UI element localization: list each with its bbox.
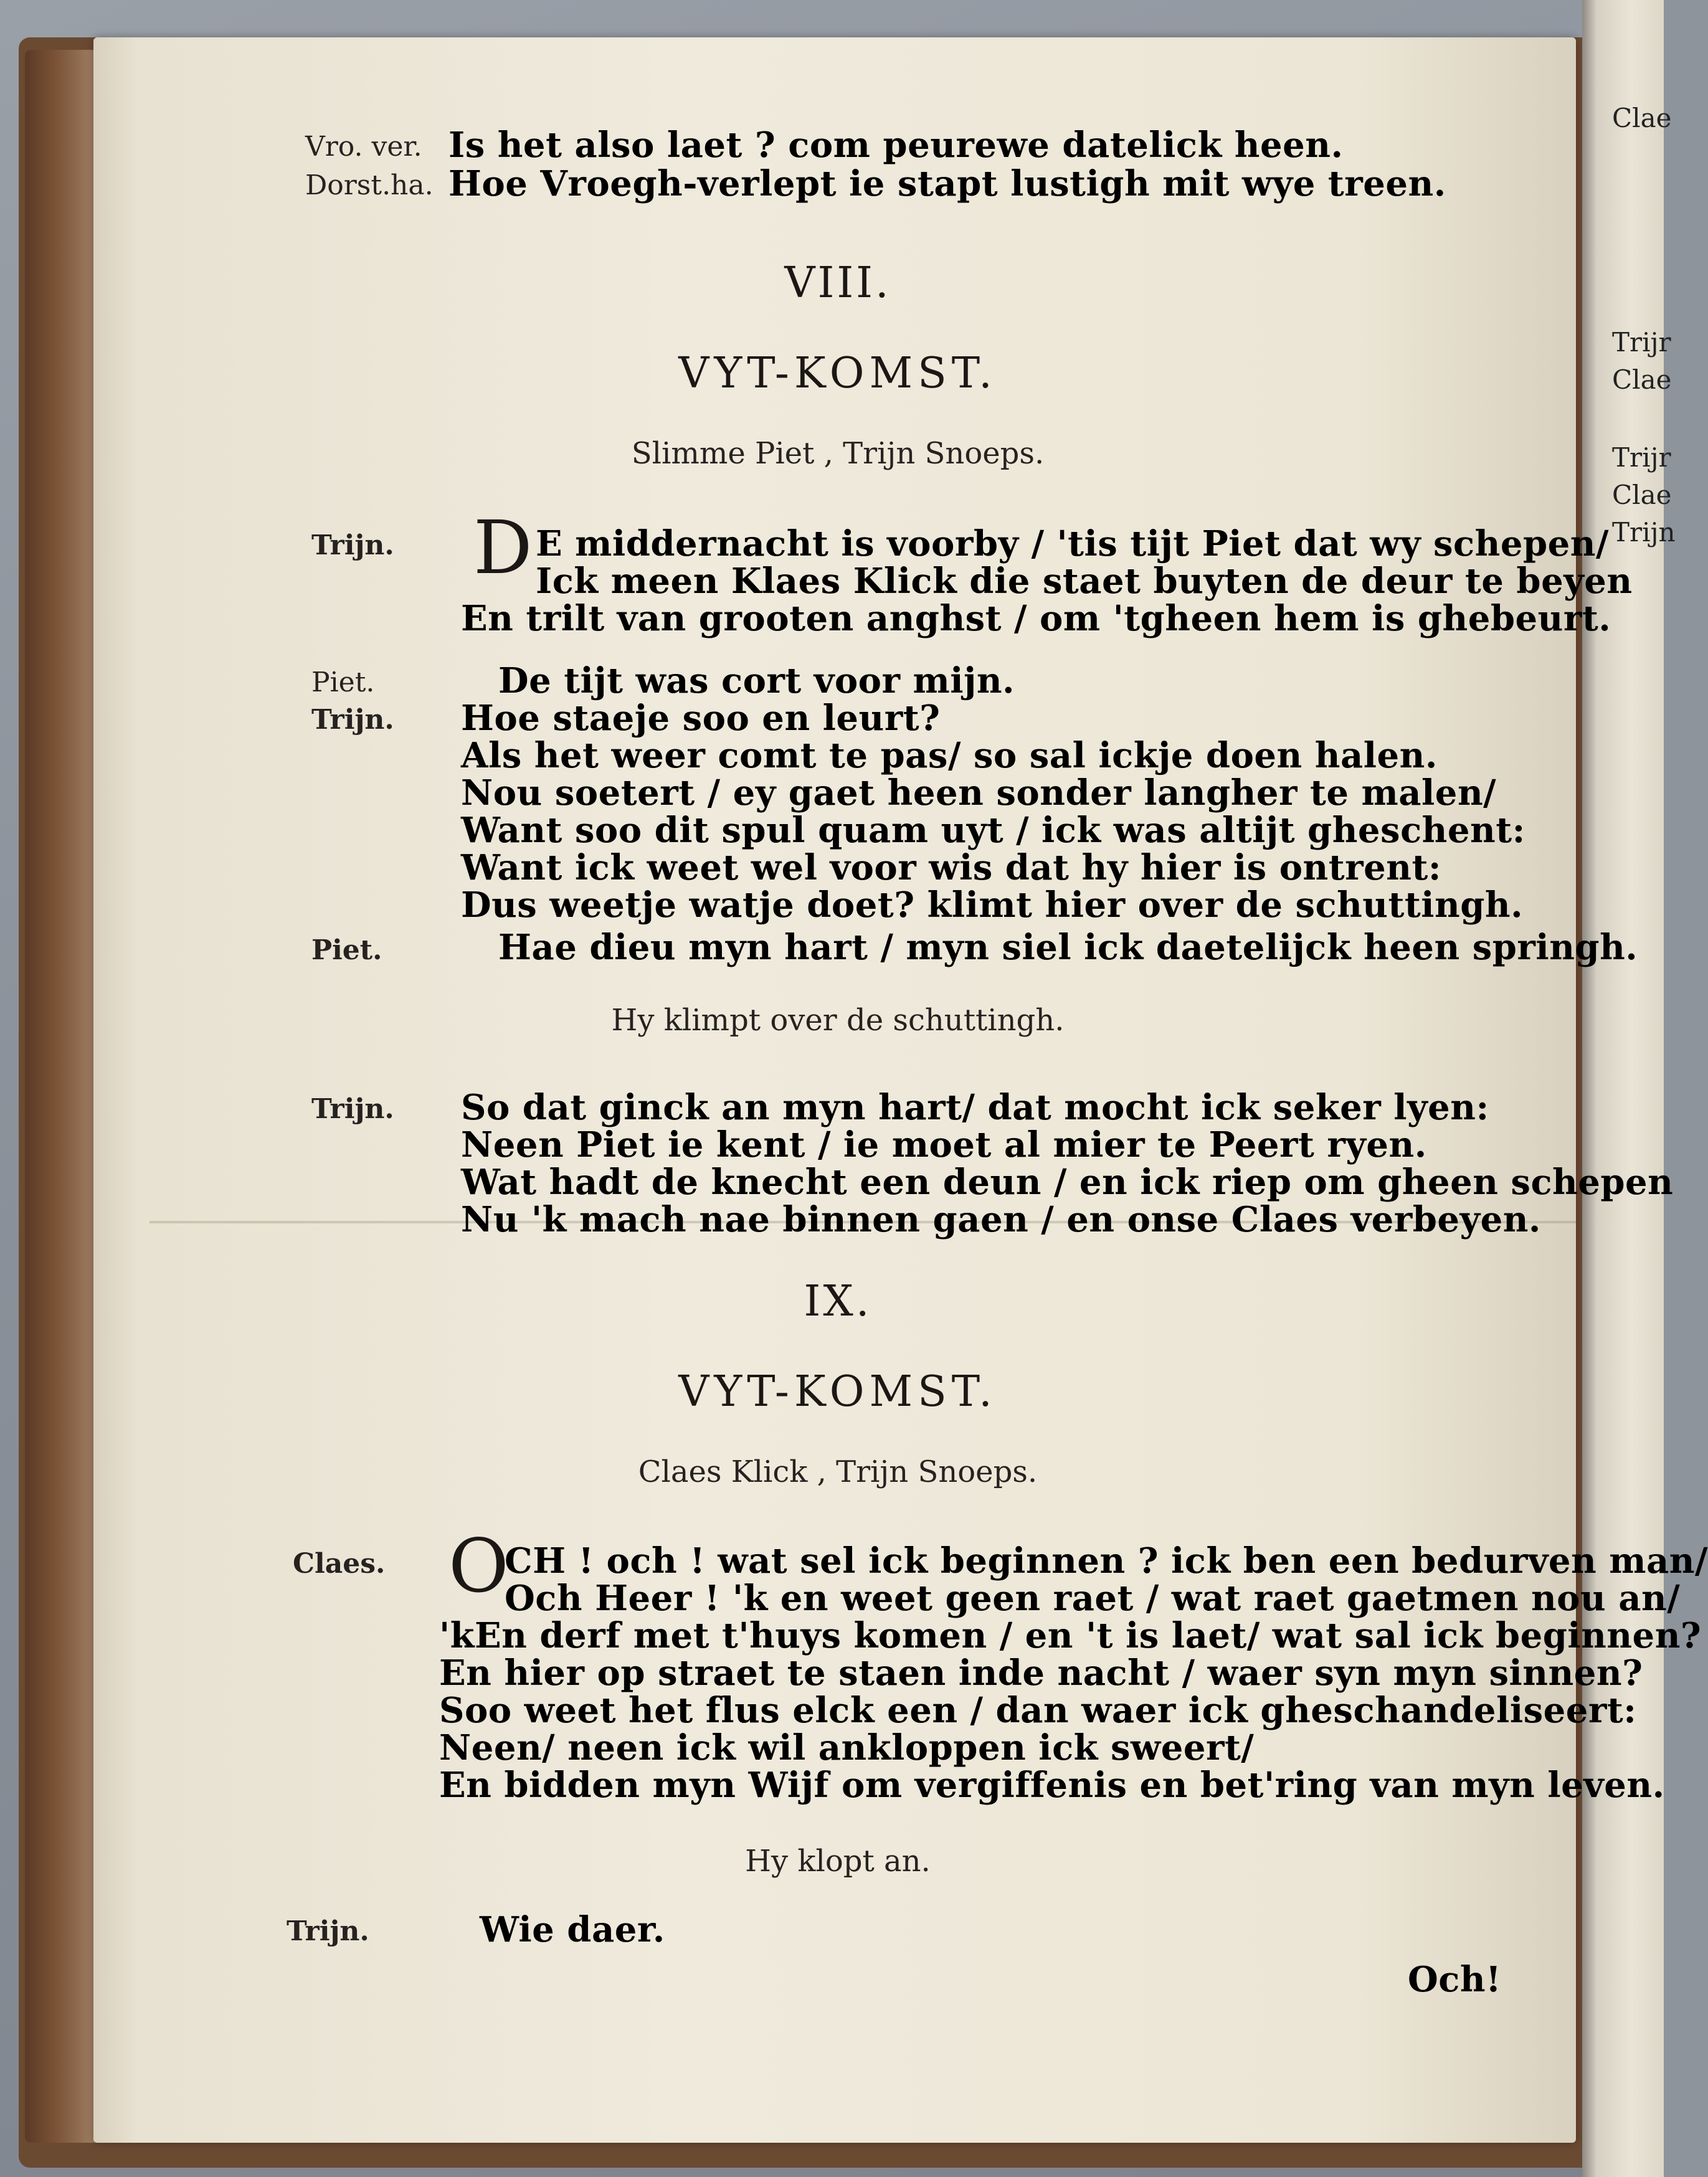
speaker-label: Trijn. bbox=[287, 1915, 369, 1947]
verse-line: En hier op straet te staen inde nacht / waer syn myn sinnen? bbox=[439, 1653, 1643, 1694]
scene-title: VYT-KOMST. bbox=[678, 349, 997, 398]
drop-capital: D bbox=[473, 505, 533, 590]
verse-line: 'kEn derf met t'huys komen / en 't is laet/ wat sal ick beginnen? bbox=[439, 1615, 1702, 1656]
verse-line: Dus weetje watje doet? klimt hier over de schuttingh. bbox=[461, 885, 1524, 926]
verse-line: Neen/ neen ick wil ankloppen ick sweert/ bbox=[439, 1727, 1255, 1768]
verse-line: Nou soetert / ey gaet heen sonder langher te malen/ bbox=[461, 772, 1497, 813]
facing-fragment: Clae bbox=[1612, 364, 1672, 395]
verse-line: CH ! och ! wat sel ick beginnen ? ick ben een bedurven man/ bbox=[505, 1540, 1708, 1582]
scene-number: VIII. bbox=[784, 258, 891, 308]
verse-line: Hoe staeje soo en leurt? bbox=[461, 698, 941, 739]
verse-line: De tijt was cort voor mijn. bbox=[498, 660, 1015, 701]
speaker-label: Dorst.ha. bbox=[305, 169, 434, 201]
scene-roles: Claes Klick , Trijn Snoeps. bbox=[638, 1454, 1038, 1489]
verse-line: Wie daer. bbox=[480, 1909, 665, 1950]
verse-line: Is het also laet ? com peurewe datelick heen. bbox=[448, 125, 1344, 166]
drop-capital: O bbox=[448, 1523, 509, 1609]
stage-direction: Hy klopt an. bbox=[745, 1844, 931, 1879]
scene-number: IX. bbox=[804, 1277, 872, 1326]
verse-line: En bidden myn Wijf om vergiffenis en bet'ring van myn leven. bbox=[439, 1765, 1665, 1806]
verse-line: Als het weer comt te pas/ so sal ickje doen halen. bbox=[461, 735, 1438, 776]
facing-fragment: Trijr bbox=[1612, 327, 1671, 358]
book-spine bbox=[25, 50, 100, 2143]
catchword: Och! bbox=[1408, 1959, 1502, 2000]
verse-line: Hae dieu myn hart / myn siel ick daetelijck heen springh. bbox=[498, 927, 1638, 968]
facing-fragment: Clae bbox=[1612, 103, 1672, 133]
facing-fragment: Trijr bbox=[1612, 442, 1671, 473]
verse-line: Neen Piet ie kent / ie moet al mier te Peert ryen. bbox=[461, 1124, 1427, 1165]
verse-line: So dat ginck an myn hart/ dat mocht ick seker lyen: bbox=[461, 1087, 1489, 1128]
verse-line: En trilt van grooten anghst / om 'tgheen hem is ghebeurt. bbox=[461, 598, 1611, 639]
verse-line: Soo weet het flus elck een / dan waer ick gheschandeliseert: bbox=[439, 1690, 1637, 1731]
speaker-label: Piet. bbox=[311, 666, 375, 698]
scene-title: VYT-KOMST. bbox=[678, 1367, 997, 1416]
scene-roles: Slimme Piet , Trijn Snoeps. bbox=[631, 436, 1045, 471]
verse-line: Wat hadt de knecht een deun / en ick riep om gheen schepen bbox=[461, 1162, 1674, 1203]
speaker-label: Trijn. bbox=[311, 529, 394, 561]
speaker-label: Trijn. bbox=[311, 1093, 394, 1125]
verse-line: Ick meen Klaes Klick die staet buyten de deur te beyen bbox=[536, 561, 1633, 602]
verse-line: Want ick weet wel voor wis dat hy hier is ontrent: bbox=[461, 847, 1442, 888]
facing-fragment: Clae bbox=[1612, 480, 1672, 510]
verse-line: Och Heer ! 'k en weet geen raet / wat raet gaetmen nou an/ bbox=[505, 1578, 1681, 1619]
verse-line: E middernacht is voorby / 'tis tijt Piet dat wy schepen/ bbox=[536, 523, 1609, 564]
speaker-label: Piet. bbox=[311, 934, 382, 966]
stage-direction: Hy klimpt over de schuttingh. bbox=[611, 1003, 1065, 1038]
speaker-label: Vro. ver. bbox=[305, 131, 422, 163]
speaker-label: Claes. bbox=[293, 1548, 386, 1580]
speaker-label: Trijn. bbox=[311, 704, 394, 736]
facing-fragment: Trijn bbox=[1612, 517, 1676, 548]
verse-line: Hoe Vroegh-verlept ie stapt lustigh mit wye treen. bbox=[448, 163, 1446, 204]
verse-line: Want soo dit spul quam uyt / ick was altijt gheschent: bbox=[461, 810, 1525, 851]
verse-line: Nu 'k mach nae binnen gaen / en onse Claes verbeyen. bbox=[461, 1199, 1541, 1240]
